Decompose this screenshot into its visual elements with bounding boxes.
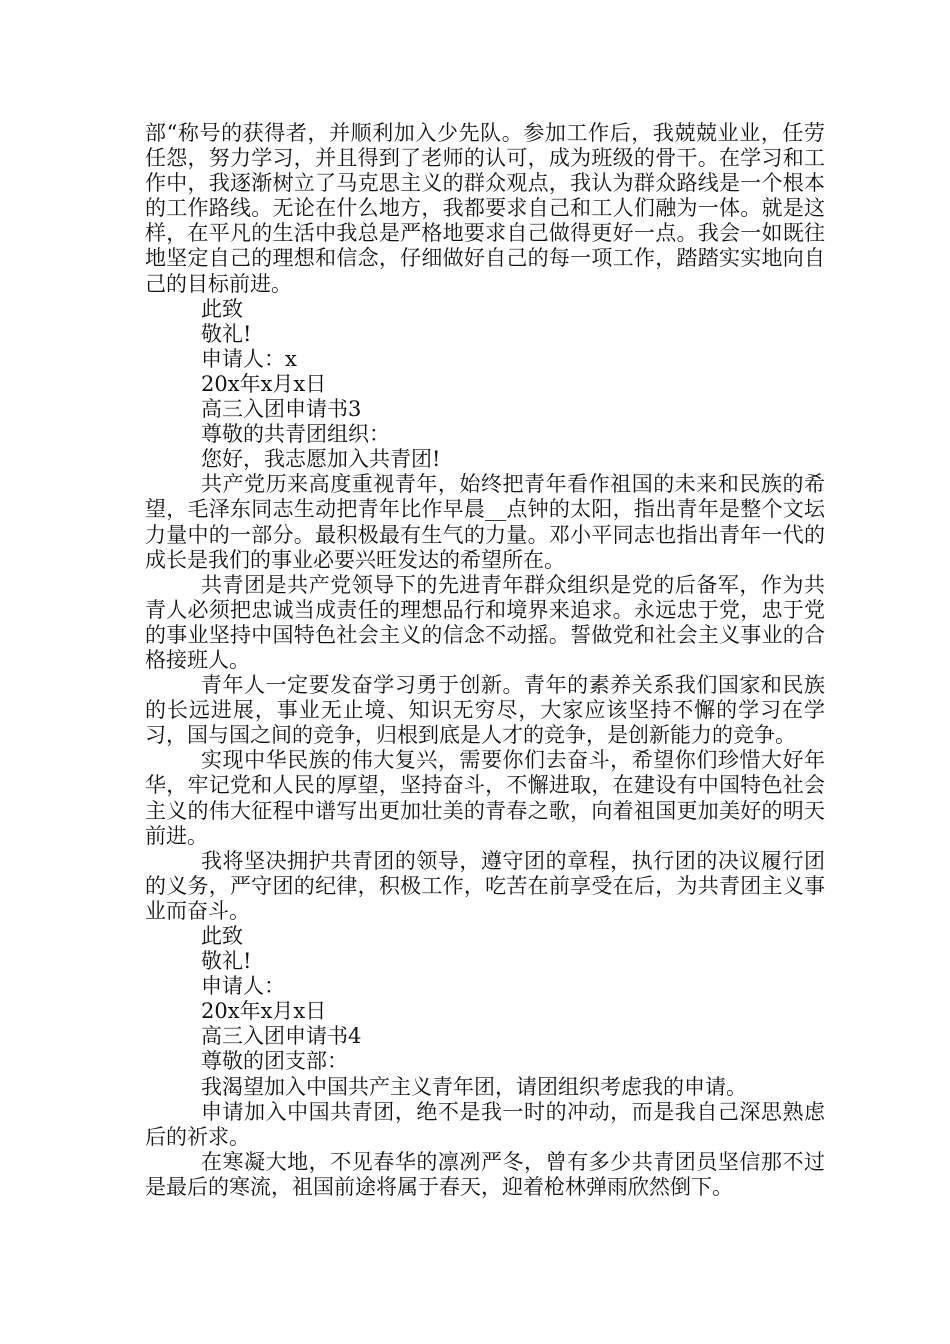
greeting-line: 尊敬的团支部： bbox=[201, 1049, 348, 1074]
date-line: 20x年x月x日 bbox=[201, 999, 327, 1024]
applicant-line: 申请人：x bbox=[201, 346, 297, 371]
section-title-4: 高三入团申请书4 bbox=[201, 1024, 362, 1049]
applicant-line: 申请人： bbox=[201, 974, 285, 999]
body-paragraph: 实现中华民族的伟大复兴，需要你们去奋斗，希望你们珍惜大好年华，牢记党和人民的厚望，坚持奋斗，不懈进取，在建设有中国特色社会主义的伟大征程中谱写出更加壮美的青春之歌，向着祖国更加美好的明天前进。 bbox=[145, 748, 825, 848]
document-page bbox=[145, 121, 825, 1200]
body-paragraph: 共青团是共产党领导下的先进青年群众组织是党的后备军，作为共青人必须把忠诚当成责任的理想品行和境界来追求。永远忠于党，忠于党的事业坚持中国特色社会主义的信念不动摇。誓做党和社会主义事业的合格接班人。 bbox=[145, 572, 825, 672]
section-title-3: 高三入团申请书3 bbox=[201, 397, 362, 422]
closing-respect: 敬礼! bbox=[201, 321, 252, 346]
body-paragraph: 青年人一定要发奋学习勇于创新。青年的素养关系我们国家和民族的长远进展，事业无止境、知识无穷尽，大家应该坚持不懈的学习在学习，国与国之间的竞争，归根到底是人才的竞争，是创新能力的竞争。 bbox=[145, 673, 825, 748]
body-paragraph: 我将坚决拥护共青团的领导，遵守团的章程，执行团的决议履行团的义务，严守团的纪律，积极工作，吃苦在前享受在后，为共青团主义事业而奋斗。 bbox=[145, 848, 825, 923]
date-line: 20x年x月x日 bbox=[201, 371, 327, 396]
body-paragraph: 我渴望加入中国共产主义青年团，请团组织考虑我的申请。 bbox=[201, 1074, 747, 1099]
paragraph-continued-intro: 部“称号的获得者，并顺利加入少先队。参加工作后，我兢兢业业，任劳任怨，努力学习，并且得到了老师的认可，成为班级的骨干。在学习和工作中，我逐渐树立了马克思主义的群众观点，我认为群众路线是一个根本的工作路线。无论在什么地方，我都要求自己和工人们融为一体。就是这样，在平凡的生活中我总是严格地要求自己做得更好一点。我会一如既往地坚定自己的理想和信念，仔细做好自己的每一项工作，踏踏实实地向自己的目标前进。 bbox=[145, 121, 825, 296]
body-paragraph: 申请加入中国共青团，绝不是我一时的冲动，而是我自己深思熟虑后的祈求。 bbox=[145, 1099, 825, 1149]
closing-salutation: 此致 bbox=[201, 924, 243, 948]
closing-salutation: 此致 bbox=[201, 296, 243, 321]
body-paragraph: 在寒凝大地，不见春华的凛冽严冬，曾有多少共青团员坚信那不过是最后的寒流，祖国前途将属于春天，迎着枪林弹雨欣然倒下。 bbox=[145, 1149, 825, 1199]
body-paragraph: 共产党历来高度重视青年，始终把青年看作祖国的未来和民族的希望，毛泽东同志生动把青年比作早晨__点钟的太阳，指出青年是整个文坛力量中的一部分。最积极最有生气的力量。邓小平同志也指出青年一代的成长是我们的事业必要兴旺发达的希望所在。 bbox=[145, 472, 825, 572]
closing-respect: 敬礼! bbox=[201, 949, 252, 974]
greeting-line: 尊敬的共青团组织： bbox=[201, 422, 390, 447]
intro-line: 您好，我志愿加入共青团! bbox=[201, 447, 441, 472]
